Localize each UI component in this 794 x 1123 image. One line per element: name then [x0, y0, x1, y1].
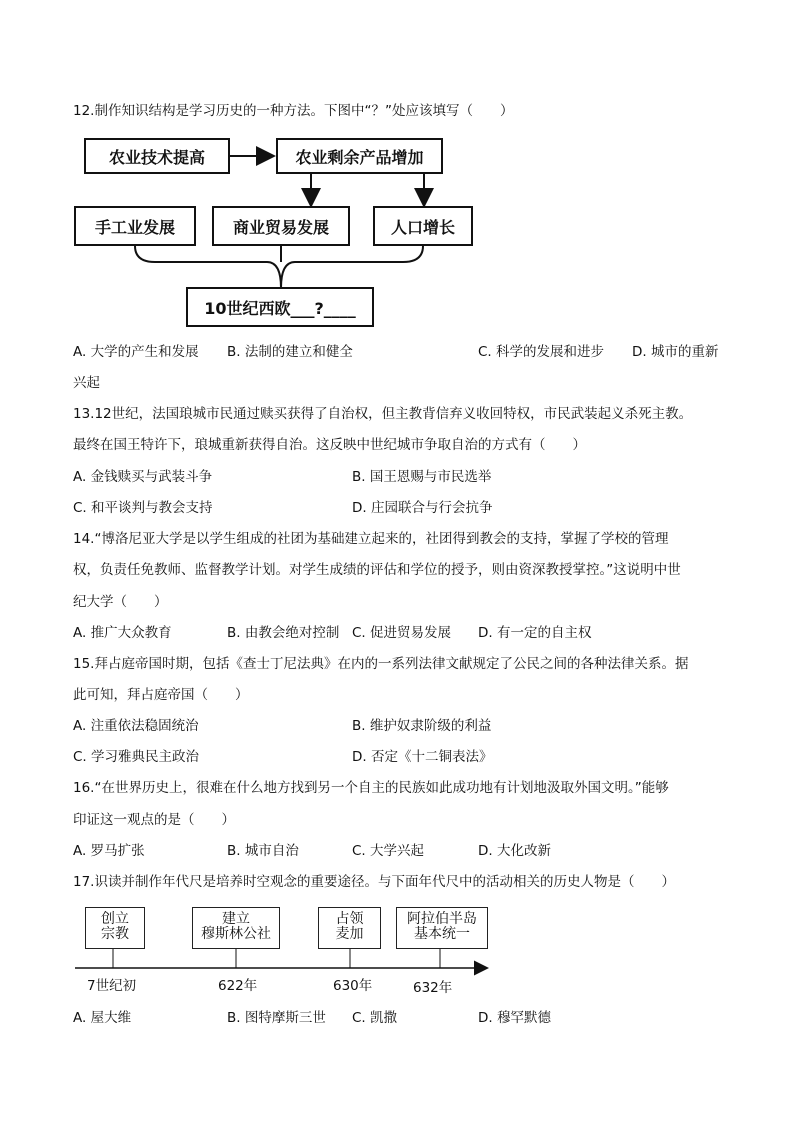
q12-option-d[interactable]: D. 城市的重新 — [632, 344, 719, 360]
box-agri-surplus: 农业剩余产品增加 — [276, 138, 443, 174]
q13-option-a[interactable]: A. 金钱赎买与武装斗争 — [73, 469, 213, 485]
box-handicraft: 手工业发展 — [74, 206, 196, 246]
q17-option-d[interactable]: D. 穆罕默德 — [478, 1010, 551, 1026]
q15-option-b[interactable]: B. 维护奴隶阶级的利益 — [352, 718, 492, 734]
timeline-event-3: 占领 麦加 — [318, 907, 381, 949]
q15-option-d[interactable]: D. 否定《十二铜表法》 — [352, 749, 493, 765]
q14-stem-1: 14.“博洛尼亚大学是以学生组成的社团为基础建立起来的，社团得到教会的支持，掌握了学校的管理 — [73, 531, 669, 547]
q13-stem-2: 最终在国王特许下，琅城重新获得自治。这反映中世纪城市争取自治的方式有（ ） — [73, 437, 586, 453]
q16-option-a[interactable]: A. 罗马扩张 — [73, 843, 145, 859]
box-agri-tech: 农业技术提高 — [84, 138, 230, 174]
q15-option-c[interactable]: C. 学习雅典民主政治 — [73, 749, 200, 765]
q12-option-a[interactable]: A. 大学的产生和发展 — [73, 344, 199, 360]
q15-stem-1: 15.拜占庭帝国时期，包括《查士丁尼法典》在内的一系列法律文献规定了公民之间的各种法律关系。据 — [73, 656, 689, 672]
q17-option-c[interactable]: C. 凯撒 — [352, 1010, 398, 1026]
q15-stem-2: 此可知，拜占庭帝国（ ） — [73, 687, 249, 703]
box-commerce: 商业贸易发展 — [212, 206, 350, 246]
timeline-label-1: 7世纪初 — [87, 978, 137, 994]
timeline-label-3: 630年 — [333, 978, 373, 994]
timeline-label-2: 622年 — [218, 978, 258, 994]
q12-option-d-cont: 兴起 — [73, 375, 100, 391]
q13-option-b[interactable]: B. 国王恩赐与市民选举 — [352, 469, 492, 485]
q14-option-c[interactable]: C. 促进贸易发展 — [352, 625, 452, 641]
q17-option-a[interactable]: A. 屋大维 — [73, 1010, 132, 1026]
q12-option-b[interactable]: B. 法制的建立和健全 — [227, 344, 353, 360]
brace-left — [135, 246, 281, 288]
q14-stem-3: 纪大学（ ） — [73, 594, 168, 610]
q12-option-c[interactable]: C. 科学的发展和进步 — [478, 344, 605, 360]
q14-stem-2: 权，负责任免教师、监督教学计划。对学生成绩的评估和学位的授予，则由资深教授掌控。”这说明中世 — [73, 562, 681, 578]
q12-stem: 12.制作知识结构是学习历史的一种方法。下图中“？”处应该填写（ ） — [73, 103, 514, 119]
brace-right — [281, 246, 423, 288]
q16-stem-2: 印证这一观点的是（ ） — [73, 812, 235, 828]
q17-stem: 17.识读并制作年代尺是培养时空观念的重要途径。与下面年代尺中的活动相关的历史人物是（ ） — [73, 874, 675, 890]
q16-stem-1: 16.“在世界历史上，很难在什么地方找到另一个自主的民族如此成功地有计划地汲取外国文明。”能够 — [73, 780, 669, 796]
timeline-label-4: 632年 — [413, 980, 453, 996]
q16-option-c[interactable]: C. 大学兴起 — [352, 843, 425, 859]
q17-option-b[interactable]: B. 图特摩斯三世 — [227, 1010, 326, 1026]
q13-option-c[interactable]: C. 和平谈判与教会支持 — [73, 500, 213, 516]
box-population: 人口增长 — [373, 206, 473, 246]
q13-stem-1: 13.12世纪，法国琅城市民通过赎买获得了自治权，但主教背信弃义收回特权，市民武装起义杀死主教。 — [73, 406, 693, 422]
q14-option-b[interactable]: B. 由教会绝对控制 — [227, 625, 340, 641]
timeline-event-1: 创立 宗教 — [85, 907, 145, 949]
q16-option-d[interactable]: D. 大化改新 — [478, 843, 551, 859]
q13-option-d[interactable]: D. 庄园联合与行会抗争 — [352, 500, 493, 516]
q14-option-a[interactable]: A. 推广大众教育 — [73, 625, 172, 641]
q16-option-b[interactable]: B. 城市自治 — [227, 843, 299, 859]
q15-option-a[interactable]: A. 注重依法稳固统治 — [73, 718, 199, 734]
timeline-event-4: 阿拉伯半岛 基本统一 — [396, 907, 488, 949]
q14-option-d[interactable]: D. 有一定的自主权 — [478, 625, 592, 641]
timeline-event-2: 建立 穆斯林公社 — [192, 907, 280, 949]
box-10th-century: 10世纪西欧___?____ — [186, 287, 374, 327]
